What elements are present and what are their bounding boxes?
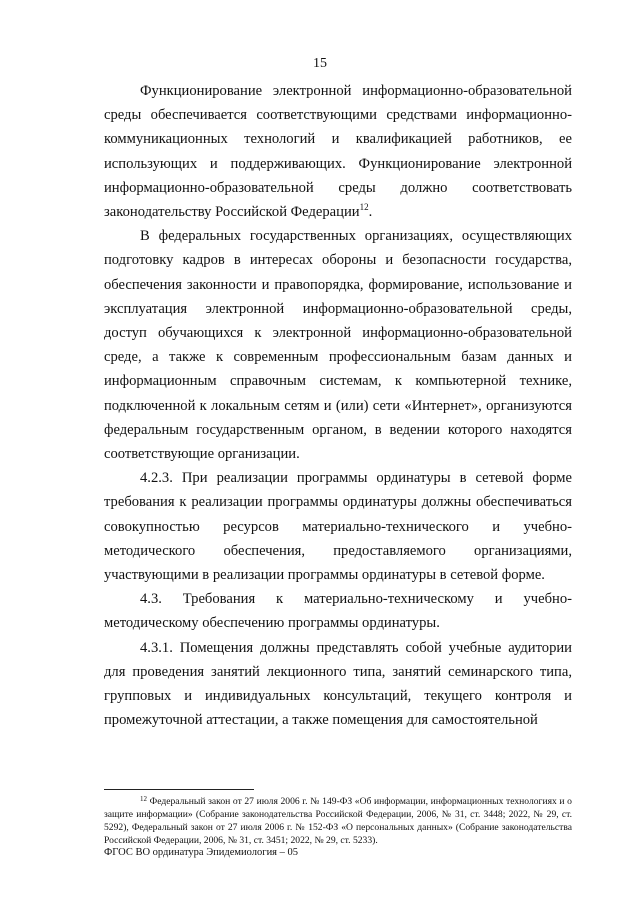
paragraph-4-2-3: 4.2.3. При реализации программы ординатуры в сетевой форме требования к реализации программы ординатуры должны обеспечиваться совокупностью ресурсов материально-технического и учебно-методического обеспечения, предоставляемого организациями, участвующими в реализации программы ординатуры в сетевой форме. — [104, 470, 572, 584]
footnote-divider — [104, 789, 254, 790]
page-footer: ФГОС ВО ординатура Эпидемиология – 05 — [104, 847, 299, 858]
paragraph-4-3: 4.3. Требования к материально-техническому и учебно-методическому обеспечению программы ординатуры. — [104, 591, 572, 632]
paragraph-eios-functioning: Функционирование электронной информационно-образовательной среды обеспечивается соответствующими средствами информационно-коммуникационных технологий и квалификацией работников, ее использующих и поддерживающих. Функционирование электронной информационно-образовательной среды должно соответствовать законодательству Российской Федерации$^{12}$. — [104, 83, 572, 221]
footnote-text: Федеральный закон от 27 июля 2006 г. № 149-ФЗ «Об информации, информационных технологиях и о защите информации» (Собрание законодательства Российской Федерации, 2006, № 31, ст. 3448; 2022, № 29, ст. 5292), Федеральный закон от 27 июля 2006 г. № 152-ФЗ «О персональных данных» (Собрание законодательства Российской Федерации, 2006, № 31, ст. 3451; 2022, № 29, ст. 5233). — [104, 796, 572, 846]
paragraph-4-3-1: 4.3.1. Помещения должны представлять собой учебные аудитории для проведения занятий лекционного типа, занятий семинарского типа, групповых и индивидуальных консультаций, текущего контроля и промежуточной аттестации, а также помещения для самостоятельной — [104, 639, 572, 729]
paragraph-federal-organizations: В федеральных государственных организациях, осуществляющих подготовку кадров в интересах обороны и безопасности государства, обеспечения законности и правопорядка, формирование, использование и эксплуатация электронной информационно-образовательной среды, доступ обучающихся к электронной информационно-образовательной среде, а также к современным профессиональным базам данных и информационным справочным системам, к компьютерной технике, подключенной к локальным сетям и (или) сети «Интернет», организуются федеральным государственным органом, в ведении которого находятся соответствующие организации. — [104, 228, 572, 463]
paragraph-text: Функционирование электронной информационно-образовательной среды обеспечивается соответствующими средствами информационно-коммуникационных технологий и квалификацией работников, ее использующих и поддерживающих. Функционирование электронной информационно-образовательной среды должно соответствовать законодательству Российской Федерации — [104, 83, 572, 221]
footnote — [104, 795, 572, 847]
footnote-reference: 12 — [359, 202, 369, 213]
page-number: 15 — [313, 56, 327, 71]
body-text — [104, 79, 572, 732]
footnote-number: 12 — [140, 795, 147, 803]
